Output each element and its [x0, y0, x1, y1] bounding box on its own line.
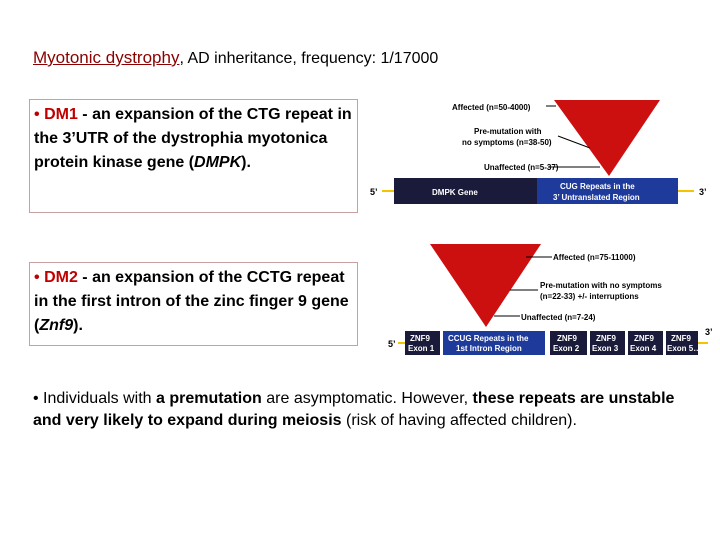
premutation-text-3: (risk of having affected children). — [341, 412, 577, 429]
dm1-affected-label: Affected (n=50-4000) — [452, 103, 531, 112]
dm1-unaffected-label: Unaffected (n=5-37) — [484, 163, 559, 172]
dm2-exon3-label-1: ZNF9 — [596, 334, 616, 343]
dm2-exon5-label-2: Exon 5… — [667, 344, 702, 353]
dm2-five-prime: 5’ — [388, 339, 396, 349]
dm2-exon2-label-1: ZNF9 — [557, 334, 577, 343]
dm2-exon4-label-2: Exon 4 — [630, 344, 657, 353]
dm2-name: DM2 — [44, 269, 78, 286]
dm2-repeat-label-2: 1st Intron Region — [456, 344, 522, 353]
dm1-text-end: ). — [241, 154, 251, 171]
dm2-diagram — [388, 244, 713, 355]
title-rest: , AD inheritance, frequency: 1/17000 — [179, 50, 439, 67]
dm2-gene: Znf9 — [39, 317, 74, 334]
dm2-text-end: ). — [73, 317, 83, 334]
dm2-affected-label: Affected (n=75-11000) — [553, 253, 636, 262]
dm2-exon4-label-1: ZNF9 — [634, 334, 654, 343]
dm1-premutation-label-2: no symptoms (n=38-50) — [462, 138, 552, 147]
dm1-gene: DMPK — [194, 154, 242, 171]
dm1-repeat-triangle — [554, 100, 660, 176]
dm1-three-prime: 3’ — [699, 187, 707, 197]
dm1-five-prime: 5’ — [370, 187, 378, 197]
dm1-name: DM1 — [44, 106, 78, 123]
premutation-text-2: are asymptomatic. However, — [261, 390, 473, 407]
premutation-bold-2: these repeats are unstable and very likely to expand during meiosis — [33, 390, 675, 429]
dm1-text: - an expansion of the CTG repeat in the 3’UTR of the dystrophia myotonica protein kinase gene ( — [34, 106, 352, 171]
dm2-premutation-label-2: (n=22-33) +/- interruptions — [540, 292, 639, 301]
dm2-repeat-label-1: CCUG Repeats in the — [448, 334, 529, 343]
dm2-exon2-label-2: Exon 2 — [553, 344, 580, 353]
dm1-repeat-label-1: CUG Repeats in the — [560, 182, 635, 191]
premutation-bullet: • — [33, 390, 39, 407]
dm1-premutation-label-1: Pre-mutation with — [474, 127, 542, 136]
dm2-exon3-label-2: Exon 3 — [592, 344, 619, 353]
title-disease: Myotonic dystrophy — [33, 48, 180, 67]
dm2-premutation-label-1: Pre-mutation with no symptoms — [540, 281, 662, 290]
dm2-text: - an expansion of the CCTG repeat in the first intron of the zinc finger 9 gene ( — [34, 269, 349, 334]
dm2-exon1-label-2: Exon 1 — [408, 344, 435, 353]
premutation-bold-1: a premutation — [156, 390, 262, 407]
premutation-text-1: Individuals with — [38, 390, 156, 407]
dm2-unaffected-label: Unaffected (n=7-24) — [521, 313, 596, 322]
dm2-bullet: • — [34, 269, 40, 286]
dm2-exon5-label-1: ZNF9 — [671, 334, 691, 343]
dm2-exon1-label-1: ZNF9 — [410, 334, 430, 343]
dm1-bullet: • — [34, 106, 40, 123]
dm1-gene-label: DMPK Gene — [432, 188, 478, 197]
dm1-repeat-label-2: 3’ Untranslated Region — [553, 193, 640, 202]
dm1-diagram — [370, 100, 707, 204]
dm2-three-prime: 3’ — [705, 327, 713, 337]
